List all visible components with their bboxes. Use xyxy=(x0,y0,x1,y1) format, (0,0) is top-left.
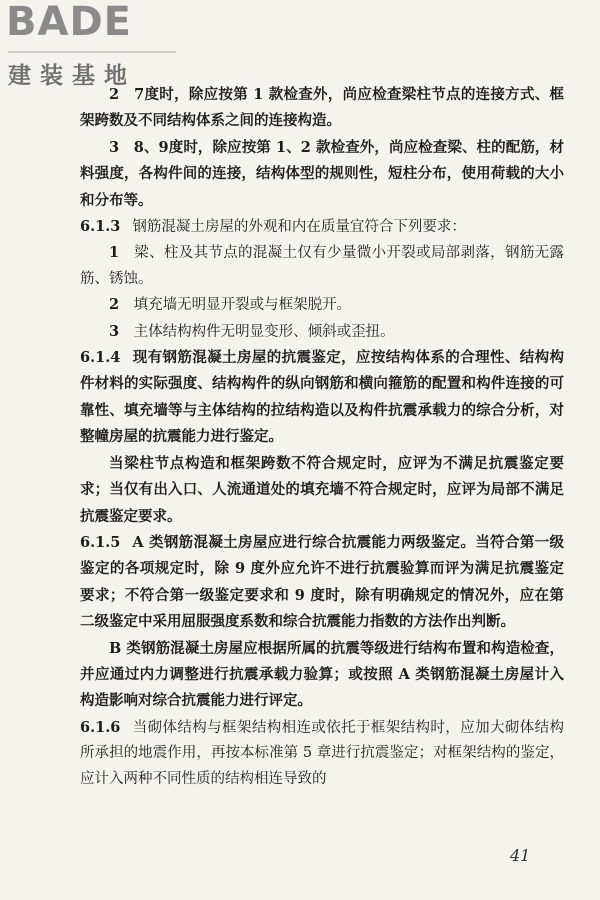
clause-number: 6.1.6 xyxy=(80,718,121,736)
paragraph-text: 当梁柱节点构造和框架跨数不符合规定时，应评为不满足抗震鉴定要求；当仅有出入口、人流通道处的填充墙不符合规定时，应评为局部不满足抗震鉴定要求。 xyxy=(80,454,564,525)
item-number: 1 xyxy=(109,244,135,262)
clause-number: 6.1.3 xyxy=(80,218,121,236)
logo-subtitle: 建装基地 xyxy=(8,63,136,89)
paragraph-text: 现有钢筋混凝土房屋的抗震鉴定，应按结构体系的合理性、结构构件材料的实际强度、结构构件的纵向钢筋和横向箍筋的配置和构件连接的可靠性、填充墙等与主体结构的拉结构造以及构件抗震承载力的综合分析，对整幢房屋的抗震能力进行鉴定。 xyxy=(80,349,564,446)
item-number: 2 xyxy=(109,296,134,314)
clause-6-1-5 xyxy=(80,530,564,636)
paragraph-6-1-5-b xyxy=(80,636,564,715)
paragraph-text: B 类钢筋混凝土房屋应根据所属的抗震等级进行结构布置和构造检查，并应通过内力调整进行抗震承载力验算；或按照 A 类钢筋混凝土房屋计入构造影响对综合抗震能力进行评定。 xyxy=(80,639,564,710)
paragraph-item-2 xyxy=(80,82,564,135)
paragraph-item-3-2 xyxy=(80,292,564,318)
clause-number: 6.1.5 xyxy=(80,533,121,551)
paragraph-item-3 xyxy=(80,135,564,214)
watermark-logo xyxy=(6,0,181,91)
item-number: 2 xyxy=(109,86,135,103)
page-body xyxy=(80,82,564,792)
paragraph-text: 当砌体结构与框架结构相连或依托于框架结构时，应加大砌体结构所承担的地震作用，再按本标准第 5 章进行抗震鉴定；对框架结构的鉴定，应计入两种不同性质的结构相连导致的 xyxy=(80,719,564,787)
clause-6-1-4 xyxy=(80,345,564,451)
item-number: 3 xyxy=(109,138,134,156)
paragraph-text: 7度时，除应按第 1 款检查外，尚应检查梁柱节点的连接方式、框架跨数及不同结构体系之间的连接构造。 xyxy=(80,86,564,130)
paragraph-item-3-3 xyxy=(80,319,564,345)
clause-6-1-3 xyxy=(80,214,564,240)
paragraph-text: 梁、柱及其节点的混凝土仅有少量微小开裂或局部剥落，钢筋无露筋、锈蚀。 xyxy=(80,245,564,287)
clause-number: 6.1.4 xyxy=(80,349,121,367)
paragraph-6-1-4-b xyxy=(80,451,564,530)
item-number: 3 xyxy=(109,322,134,340)
page-number: 41 xyxy=(510,846,531,865)
paragraph-text: 钢筋混凝土房屋的外观和内在质量宜符合下列要求： xyxy=(132,219,466,236)
paragraph-text: 主体结构构件无明显变形、倾斜或歪扭。 xyxy=(133,323,395,340)
paragraph-text: 填充墙无明显开裂或与框架脱开。 xyxy=(133,297,352,314)
paragraph-item-3-1 xyxy=(80,240,564,292)
logo-divider xyxy=(8,51,176,53)
logo-word: BADE xyxy=(6,0,132,45)
paragraph-text: 8、9度时，除应按第 1、2 款检查外，尚应检查梁、柱的配筋，材料强度，各构件间的连接，结构体型的规则性，短柱分布，使用荷载的大小和分布等。 xyxy=(80,138,565,209)
clause-6-1-6 xyxy=(80,715,564,792)
paragraph-text: A 类钢筋混凝土房屋应进行综合抗震能力两级鉴定。当符合第一级鉴定的各项规定时，除 9 度外应允许不进行抗震验算而评为满足抗震鉴定要求；不符合第一级鉴定要求和 9 度时，除有明确规定的情况外，应在第二级鉴定中采用屈服强度系数和综合抗震能力指数的方法作出判断。 xyxy=(80,533,564,631)
